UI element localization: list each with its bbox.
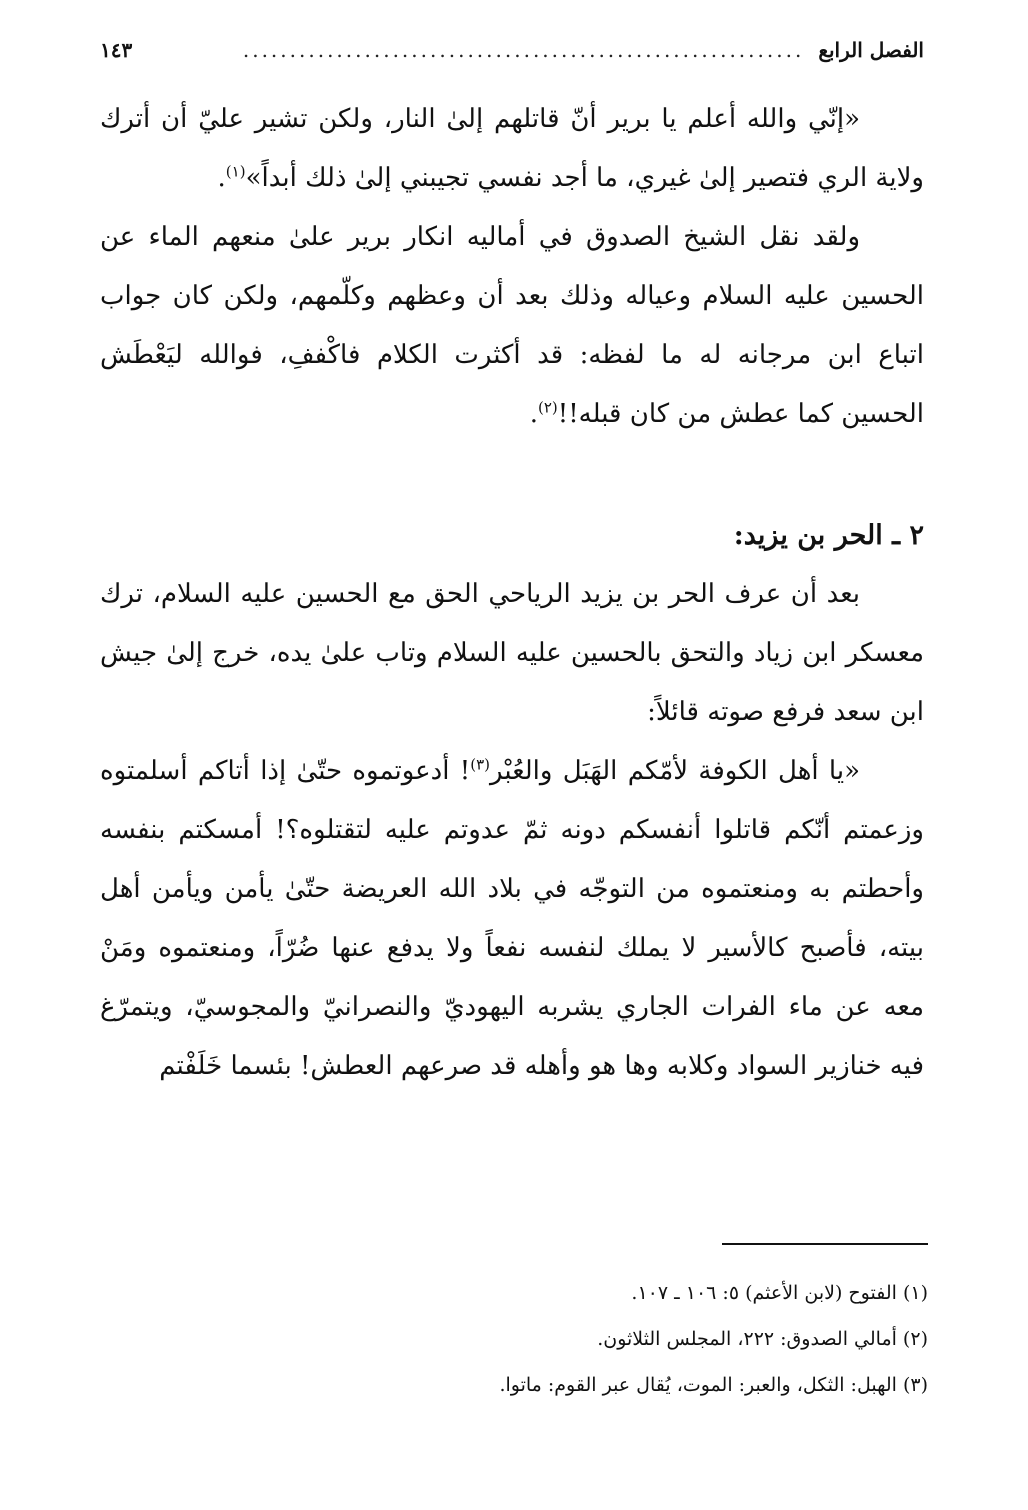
paragraph-2 [100,208,924,444]
leader-dots: ............................................................ [242,38,805,62]
running-header [100,38,924,78]
section-heading: ٢ ـ الحر بن يزيد: [733,520,924,551]
paragraph-1-text: «إنّي والله أعلم يا برير أنّ قاتلهم إلىٰ النار، ولكن تشير عليّ أن أترك ولاية الري فتصير إلىٰ غيري، ما أجد نفسي تجيبني إلىٰ ذلك أبداً» [100,104,924,193]
main-text [100,90,924,1096]
chapter-title: الفصل الرابع [818,38,924,62]
footnote-2: (٢) أمالي الصدوق: ٢٢٢، المجلس الثلاثون. [597,1328,928,1350]
paragraph-4 [100,742,924,1096]
page-number: ١٤٣ [100,38,133,62]
footnote-ref-1: (١) [225,162,246,181]
paragraph-2-text: ولقد نقل الشيخ الصدوق في أماليه انكار برير علىٰ منعهم الماء عن الحسين عليه السلام وعياله وذلك بعد أن وعظهم وكلّمهم، ولكن كان جواب اتباع ابن مرجانه له ما لفظه: قد أكثرت الكلام فاكْففِ، فوالله ليَعْطَش الحسين كما عطش من كان قبله!! [100,222,924,429]
paragraph-4-text: ! أدعوتموه حتّىٰ إذا أتاكم أسلمتوه وزعمتم أنّكم قاتلوا أنفسكم دونه ثمّ عدوتم عليه لتقتلوه؟! أمسكتم بنفسه وأحطتم به ومنعتموه من التوجّه في بلاد الله العريضة حتّىٰ يأمن ويأمن أهل بيته، فأصبح كالأسير لا يملك لنفسه نفعاً ولا يدفع عنها ضُرّاً، ومنعتموه ومَنْ معه عن ماء الفرات الجاري يشربه اليهوديّ والنصرانيّ والمجوسيّ، ويتمرّغ فيه خنازير السواد وكلابه وها هو وأهله قد صرعهم العطش! بئسما خَلَفْتم [100,756,924,1081]
footnote-ref-2: (٢) [537,398,558,417]
book-page [100,38,924,1096]
footnotes [104,1270,928,1408]
paragraph-1-end: . [217,163,226,193]
footnote-3: (٣) الهبل: الثكل، والعبر: الموت، يُقال عبر القوم: ماتوا. [499,1374,928,1396]
footnote-1: (١) الفتوح (لابن الأعثم) ٥: ١٠٦ ـ ١٠٧. [631,1282,928,1304]
footnote-ref-3: (٣) [470,755,490,774]
paragraph-1 [100,90,924,208]
paragraph-3: بعد أن عرف الحر بن يزيد الرياحي الحق مع الحسين عليه السلام، ترك معسكر ابن زياد والتحق بالحسين عليه السلام وتاب علىٰ يده، خرج إلىٰ جيش ابن سعد فرفع صوته قائلاً: [100,579,924,727]
paragraph-2-end: . [529,399,538,429]
paragraph-4-start: «يا أهل الكوفة لأمّكم الهَبَل والعُبْر [490,756,860,786]
footnote-divider [722,1243,928,1245]
